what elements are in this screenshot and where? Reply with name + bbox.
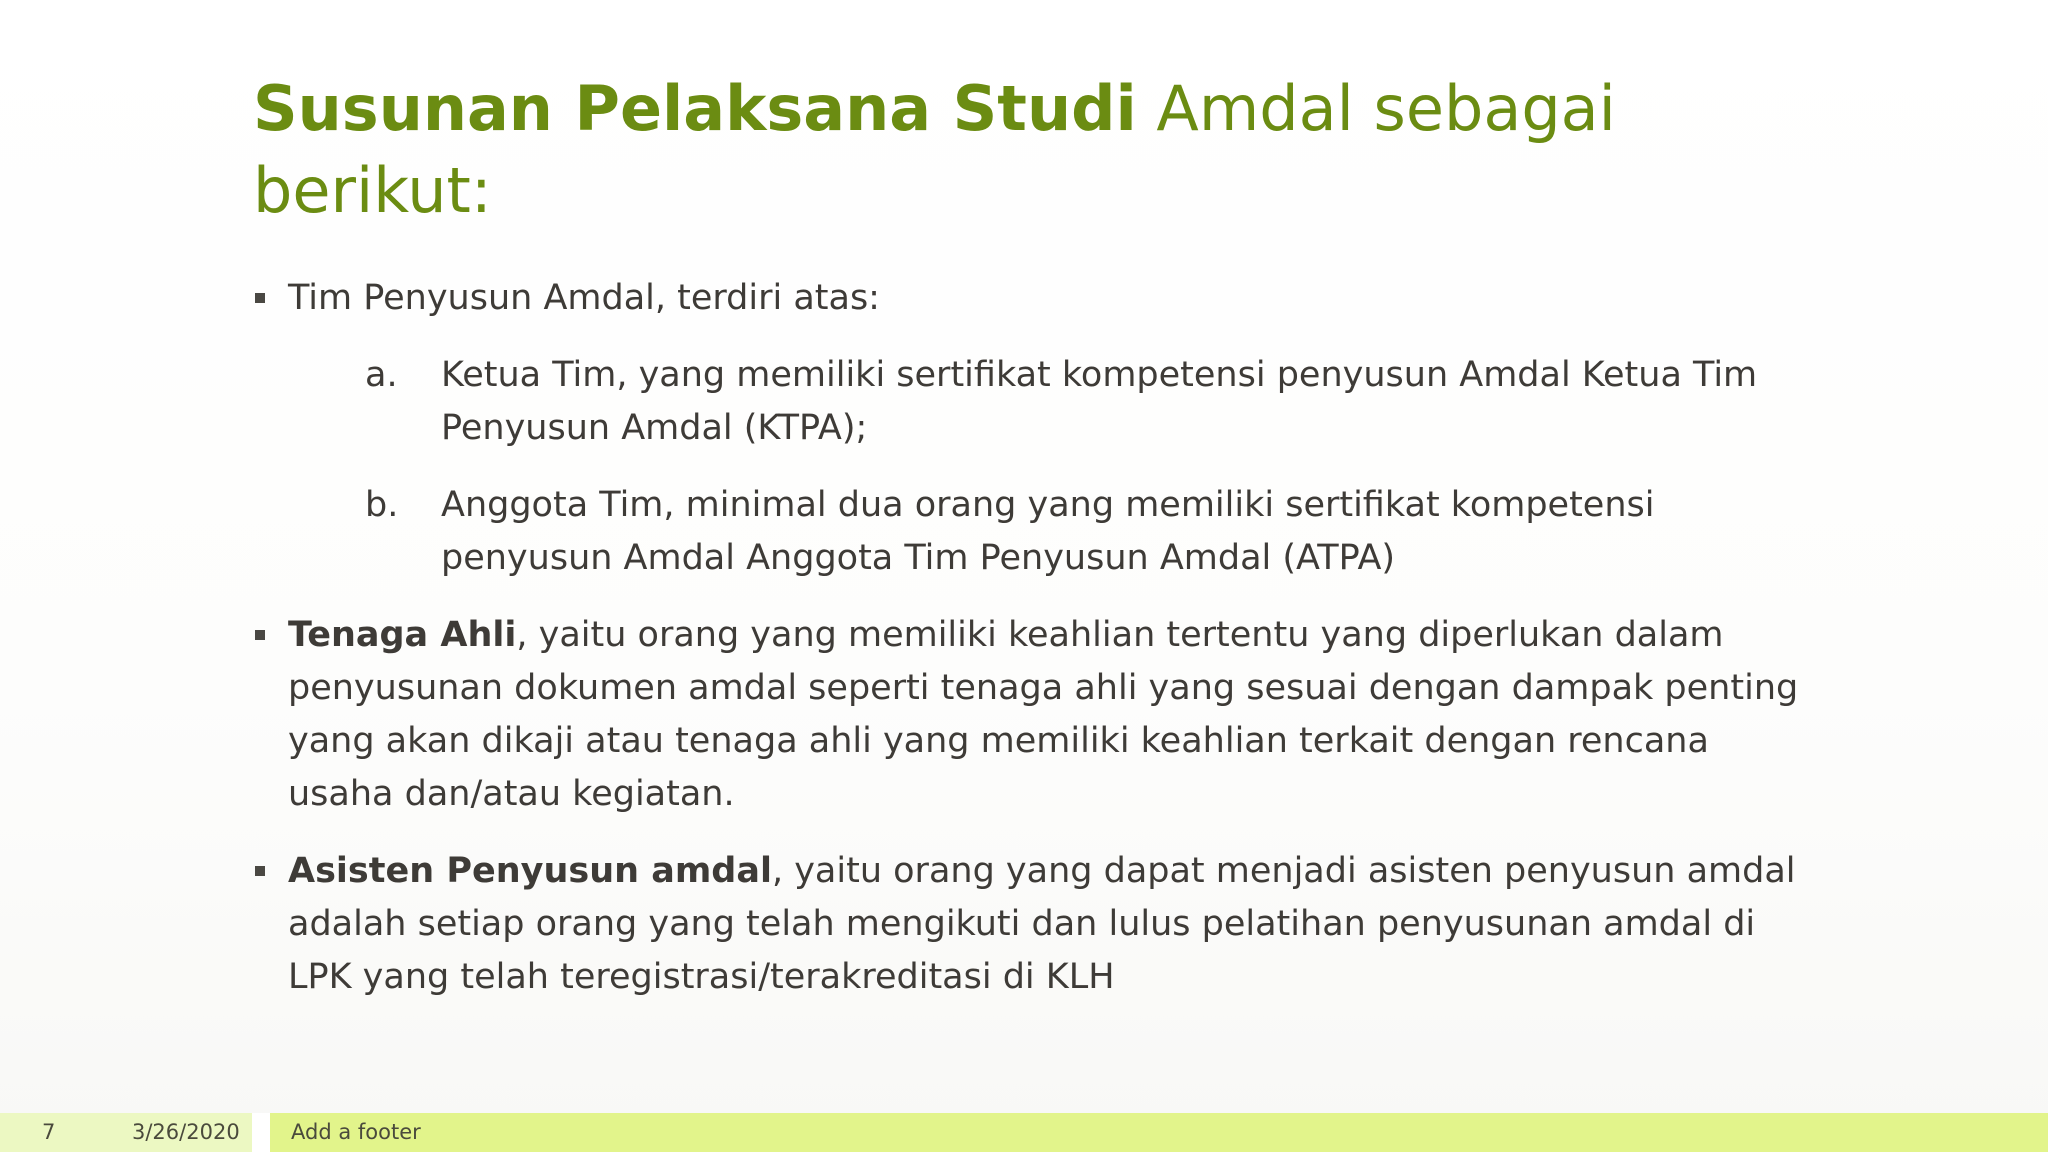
footer-date: 3/26/2020	[132, 1120, 240, 1144]
bullet-item-tenaga-ahli	[253, 609, 1813, 821]
slide-body	[253, 272, 1813, 1028]
square-bullet-icon	[255, 630, 265, 640]
bullet-text: , yaitu orang yang memiliki keahlian tertentu yang diperlukan dalam penyusunan dokumen amdal seperti tenaga ahli yang sesuai dengan dampak penting yang akan dikaji atau tenaga ahli yang memiliki keahlian terkait dengan rencana usaha dan/atau kegiatan.	[288, 615, 1799, 814]
bullet-lead: Asisten Penyusun amdal	[288, 851, 772, 891]
footer-text[interactable]: Add a footer	[291, 1120, 421, 1144]
bullet-lead: Tenaga Ahli	[288, 615, 517, 655]
sub-list	[288, 349, 1813, 585]
footer-divider	[252, 1113, 270, 1152]
sub-item-letter: a.	[365, 355, 398, 395]
bullet-item-tim-penyusun	[253, 272, 1813, 585]
sub-item-anggota-tim	[288, 479, 1813, 585]
square-bullet-icon	[255, 866, 265, 876]
sub-item-text: Anggota Tim, minimal dua orang yang memiliki sertifikat kompetensi penyusun Amdal Anggota Tim Penyusun Amdal (ATPA)	[441, 485, 1655, 578]
slide-title	[253, 68, 1853, 232]
sub-item-letter: b.	[365, 485, 399, 525]
square-bullet-icon	[255, 293, 265, 303]
bullet-text: , yaitu orang yang dapat menjadi asisten penyusun amdal adalah setiap orang yang telah mengikuti dan lulus pelatihan penyusunan amdal di LPK yang telah teregistrasi/terakreditasi di KLH	[288, 851, 1796, 997]
slide-title-bold: Susunan Pelaksana Studi	[253, 72, 1137, 145]
bullet-item-asisten-penyusun	[253, 845, 1813, 1004]
slide-title-rest: Amdal sebagai berikut:	[253, 72, 1616, 227]
bullet-text: Tim Penyusun Amdal, terdiri atas:	[288, 278, 880, 318]
page-number: 7	[42, 1120, 56, 1144]
sub-item-ketua-tim	[288, 349, 1813, 455]
sub-item-text: Ketua Tim, yang memiliki sertifikat kompetensi penyusun Amdal Ketua Tim Penyusun Amdal (KTPA);	[441, 355, 1758, 448]
